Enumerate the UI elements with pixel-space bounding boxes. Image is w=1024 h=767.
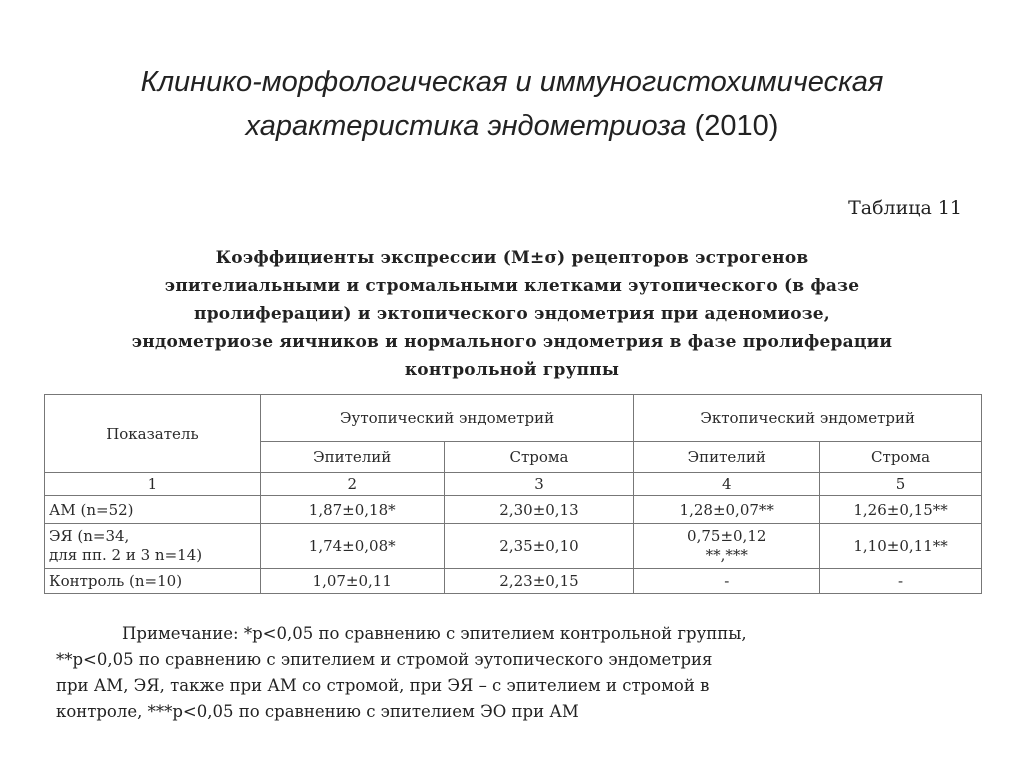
column-number: 5 xyxy=(820,473,982,496)
note-line: контроле, ***p<0,05 по сравнению с эпителием ЭО при АМ xyxy=(56,702,579,721)
slide-title-subject: характеристика эндометриоза xyxy=(245,110,687,142)
table-cell: 1,10±0,11** xyxy=(820,524,982,569)
column-number: 4 xyxy=(634,473,820,496)
cell-line: **,*** xyxy=(705,546,748,564)
note-line: при АМ, ЭЯ, также при АМ со стромой, при ЭЯ – с эпителием и стромой в xyxy=(56,676,710,695)
table-number-label: Таблица 11 xyxy=(848,197,962,219)
note-line: Примечание: *p<0,05 по сравнению с эпителием контрольной группы, xyxy=(122,624,747,643)
header-indicator: Показатель xyxy=(45,395,261,473)
row-label-line: ЭЯ (n=34, xyxy=(49,527,130,545)
slide-title-line1: Клинико-морфологическая и иммуногистохимическая xyxy=(140,66,884,98)
slide-title-line2 xyxy=(40,104,984,148)
row-label: АМ (n=52) xyxy=(45,496,261,524)
table-cell: 2,35±0,10 xyxy=(444,524,634,569)
table-cell: 1,26±0,15** xyxy=(820,496,982,524)
slide-title-year: (2010) xyxy=(694,110,779,142)
expression-table xyxy=(44,394,982,594)
subheader-epithelium: Эпителий xyxy=(634,442,820,473)
table-note xyxy=(56,621,968,725)
table-cell: 1,28±0,07** xyxy=(634,496,820,524)
table-header-row xyxy=(45,395,982,442)
table-cell: 2,23±0,15 xyxy=(444,569,634,594)
caption-line: эндометриозе яичников и нормального эндометрия в фазе пролиферации xyxy=(131,332,893,352)
table-cell: 1,07±0,11 xyxy=(260,569,444,594)
caption-line: Коэффициенты экспрессии (M±σ) рецепторов эстрогенов xyxy=(215,248,809,268)
table-cell: 1,74±0,08* xyxy=(260,524,444,569)
caption-line: контрольной группы xyxy=(404,360,620,380)
row-label-line: для пп. 2 и 3 n=14) xyxy=(49,546,203,564)
row-label: Контроль (n=10) xyxy=(45,569,261,594)
slide-title xyxy=(40,60,984,148)
cell-line: 0,75±0,12 xyxy=(687,527,767,545)
caption-line: эпителиальными и стромальными клетками эутопического (в фазе xyxy=(164,276,860,296)
subheader-stroma: Строма xyxy=(444,442,634,473)
subheader-epithelium: Эпителий xyxy=(260,442,444,473)
column-number: 1 xyxy=(45,473,261,496)
column-number: 2 xyxy=(260,473,444,496)
table-cell: 1,87±0,18* xyxy=(260,496,444,524)
caption-line: пролиферации) и эктопического эндометрия при аденомиозе, xyxy=(194,304,830,324)
table-row xyxy=(45,569,982,594)
subheader-stroma: Строма xyxy=(820,442,982,473)
table-row xyxy=(45,496,982,524)
header-ectopic-endometrium: Эктопический эндометрий xyxy=(634,395,982,442)
note-line: **p<0,05 по сравнению с эпителием и стромой эутопического эндометрия xyxy=(56,650,713,669)
column-number: 3 xyxy=(444,473,634,496)
column-number-row xyxy=(45,473,982,496)
table-cell: - xyxy=(634,569,820,594)
table-cell xyxy=(634,524,820,569)
table-row xyxy=(45,524,982,569)
header-eutopic-endometrium: Эутопический эндометрий xyxy=(260,395,634,442)
table-cell: 2,30±0,13 xyxy=(444,496,634,524)
row-label xyxy=(45,524,261,569)
table-caption xyxy=(40,244,984,384)
table-cell: - xyxy=(820,569,982,594)
